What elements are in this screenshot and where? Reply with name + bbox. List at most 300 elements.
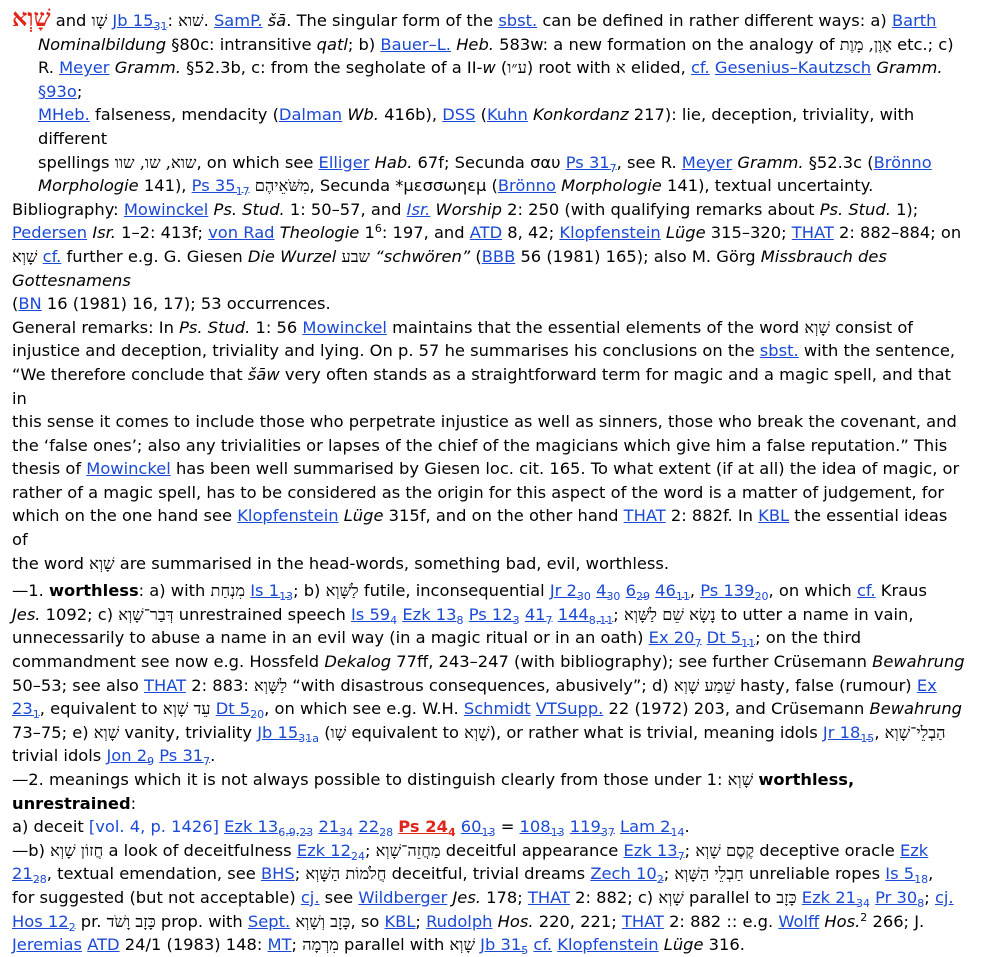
- text: 316.: [703, 935, 745, 955]
- reference-link[interactable]: BBB: [481, 246, 516, 266]
- text: for suggested (but not acceptable): [12, 887, 301, 907]
- hebrew-term: שָׁו: [330, 722, 347, 742]
- text: ,: [874, 722, 885, 742]
- text: 2: 883:: [186, 675, 254, 695]
- text: 77ff, 243–247 (with bibliography); see further Crüsemann: [391, 652, 873, 672]
- text: parallel with: [338, 935, 450, 955]
- reference-link[interactable]: Dt $5_{11}$: [706, 628, 756, 651]
- text: :: [130, 793, 137, 813]
- text: ;: [291, 935, 303, 955]
- hebrew-term: שבע: [341, 246, 371, 266]
- reference-link[interactable]: Dt $5_{20}$: [215, 699, 265, 722]
- text: 2: 882 :: e.g.: [663, 911, 779, 931]
- italic-title: Ps. Stud.: [213, 199, 285, 219]
- reference-link[interactable]: Klopfenstein: [237, 506, 339, 526]
- text: ,: [928, 864, 934, 884]
- reference-link[interactable]: $4_{30}$: [596, 581, 621, 604]
- verse-subscript: 7: [545, 613, 553, 627]
- text: 16 (1981) 16, 17); 53 occurrences.: [41, 294, 331, 314]
- volume-reference: [vol. 4, p. 1426]: [88, 817, 219, 837]
- italic-title: Lüge: [343, 506, 384, 526]
- verse-subscript: 6.9.23: [278, 826, 314, 840]
- reference-link[interactable]: THAT: [527, 887, 570, 907]
- reference-link[interactable]: ATD: [469, 223, 503, 243]
- italic-title: šā: [267, 11, 287, 30]
- reference-link[interactable]: Lam $2_{14}$: [620, 817, 685, 840]
- reference-link[interactable]: $119_{37}$: [569, 817, 615, 840]
- verse-subscript: 7: [609, 161, 617, 175]
- reference-link[interactable]: Wolff: [778, 911, 820, 931]
- reference-link[interactable]: Bauer–L.: [380, 34, 451, 54]
- reference-link[interactable]: Klopfenstein: [557, 935, 659, 955]
- text: 416b),: [378, 105, 443, 125]
- verse-subscript: 8: [917, 896, 925, 910]
- hebrew-term: לַשָּׁוְא: [325, 581, 359, 601]
- text: 56 (1981) 165); also M. Görg: [515, 246, 761, 266]
- text: 141),: [138, 176, 192, 196]
- text: can be defined in rather different ways: a): [537, 11, 892, 30]
- reference-link[interactable]: Ezk $13_7$: [623, 840, 685, 863]
- reference-link[interactable]: Brönno: [497, 176, 556, 196]
- reference-link[interactable]: Ezk $21_{34}$: [801, 887, 870, 910]
- reference-link[interactable]: §93o: [38, 81, 77, 101]
- text: etc.; c) R.: [38, 34, 954, 78]
- text: which on the one hand see: [12, 506, 238, 526]
- verse-subscript: 37: [600, 826, 615, 840]
- sense-gloss: worthless, unrestrained: [12, 770, 855, 813]
- italic-title: šāw: [247, 364, 280, 384]
- reference-link[interactable]: Schmidt: [463, 699, 531, 719]
- text: §52.3b, c: from the segholate of a II-: [180, 58, 483, 78]
- reference-link[interactable]: Ex $20_7$: [648, 628, 702, 651]
- reference-link[interactable]: $108_{13}$: [519, 817, 565, 840]
- text: , on which see: [196, 152, 319, 172]
- text: General remarks: In: [12, 317, 180, 337]
- reference-link[interactable]: $46_{11}$: [655, 581, 690, 604]
- italic-title: Gramm.: [114, 58, 181, 78]
- verse-subscript: 11: [675, 590, 690, 604]
- reference-link[interactable]: MT: [267, 935, 292, 955]
- text: 1: 56: [250, 317, 303, 337]
- reference-link[interactable]: Dalman: [278, 105, 343, 125]
- hebrew-term: שוא, שו, שוו: [114, 152, 197, 172]
- reference-link[interactable]: sbst.: [759, 341, 799, 361]
- hebrew-term: מִנְחַת: [210, 581, 246, 601]
- text: rather of a magic spell, has to be considered as the origin for this aspect of the word is a matter of judgement, for: [12, 482, 945, 502]
- verse-subscript: 30: [576, 590, 591, 604]
- text: Bibliography:: [12, 199, 124, 219]
- text: 50–53; see also: [12, 675, 145, 695]
- verse-subscript: 7: [677, 849, 685, 863]
- text: to utter a name in vain,: [715, 604, 914, 624]
- entry-general-remarks: [12, 316, 967, 576]
- italic-title: Hos.: [497, 911, 534, 931]
- text: very often stands as a straightforward term for magic and a magic spell, and that in: [12, 364, 952, 408]
- reference-link[interactable]: Isr.: [406, 199, 431, 219]
- text: , on which: [768, 581, 857, 601]
- reference-link[interactable]: Jr $18_{15}$: [822, 722, 875, 745]
- reference-link[interactable]: Mowinckel: [302, 317, 387, 337]
- text: 1–2: 413f;: [115, 223, 209, 243]
- hebrew-term: שָׁוְא: [464, 722, 490, 742]
- text: see: [319, 887, 359, 907]
- text: 2: 882f. In: [665, 506, 759, 526]
- text: 2: 882–884; on: [833, 223, 962, 243]
- reference-link[interactable]: Jb $15_{31}$: [112, 11, 168, 33]
- italic-title: Morphologie: [38, 176, 139, 196]
- verse-subscript: 15: [860, 731, 875, 745]
- hebrew-term: חֲלֹמוֹת הַשָּׁוְא: [305, 864, 387, 884]
- verse-subscript: 31: [153, 20, 168, 33]
- reference-link[interactable]: cf.: [856, 581, 876, 601]
- reference-link[interactable]: Is $5_{18}$: [885, 864, 929, 887]
- reference-link[interactable]: Jeremias: [12, 935, 83, 955]
- verse-subscript: 13: [550, 826, 565, 840]
- reference-link[interactable]: Meyer: [681, 152, 733, 172]
- text: §80c: intransitive: [166, 34, 317, 54]
- text: 178;: [480, 887, 528, 907]
- reference-link[interactable]: Jr $2_{30}$: [549, 581, 591, 604]
- verse-subscript: 8: [456, 613, 464, 627]
- text: are summarised in the head-words, something bad, evil, worthless.: [114, 553, 670, 573]
- entry-intro: [12, 3, 967, 33]
- reference-link[interactable]: Ps $139_{20}$: [700, 581, 769, 604]
- italic-title: Bewahrung: [869, 699, 962, 719]
- hebrew-term: ע״ו: [507, 58, 527, 78]
- reference-link[interactable]: Ps $12_3$: [468, 604, 520, 627]
- reference-link[interactable]: cf.: [690, 58, 710, 78]
- text: vanity, triviality: [119, 722, 258, 742]
- text: this sense it comes to include those who perpetrate injustice as well as sinners, those who break the covenant, and: [12, 412, 957, 432]
- reference-link[interactable]: Pr $30_8$: [875, 887, 925, 910]
- verse-subscript: 20: [250, 708, 265, 722]
- text: .: [684, 817, 690, 837]
- verse-subscript: 24: [350, 849, 365, 863]
- text: prop. with: [155, 911, 248, 931]
- verse-subscript: 9: [147, 755, 155, 769]
- reference-link[interactable]: THAT: [621, 911, 664, 931]
- sense-gloss: worthless: [49, 581, 139, 601]
- reference-link[interactable]: $41_7$: [524, 604, 553, 627]
- text: equivalent to: [346, 722, 465, 742]
- verse-subscript: 4: [447, 826, 456, 840]
- hebrew-term: הַבְלֵי־שָׁוְא: [884, 722, 946, 742]
- text: injustice and deception, triviality and lying. On p. 57 he summarises his conclusions on the: [12, 341, 760, 361]
- text: 266; J.: [867, 911, 925, 931]
- hebrew-term: דְּבַר־שָׁוְא: [118, 604, 174, 624]
- text: ; b): [347, 34, 381, 54]
- italic-title: w: [482, 58, 496, 78]
- text: (: [470, 246, 482, 266]
- current-reference-link[interactable]: Ps $24_4$: [398, 817, 456, 840]
- verse-subscript: 29: [635, 590, 650, 604]
- reference-link[interactable]: cf.: [42, 246, 62, 266]
- hebrew-term: שָׁוְא: [12, 246, 38, 266]
- text: ) root with: [526, 58, 616, 78]
- text: maintains that the essential elements of the word: [386, 317, 805, 337]
- reference-link[interactable]: $21_{34}$: [318, 817, 354, 840]
- italic-title: Dekalog: [324, 652, 392, 672]
- reference-link[interactable]: Ezk $13_{6.9.23}$: [224, 817, 314, 840]
- reference-link[interactable]: VTSupp.: [535, 699, 604, 719]
- reference-link[interactable]: Sept.: [247, 911, 291, 931]
- hebrew-term: מִשֹּׁאֵיהֶם: [254, 176, 310, 196]
- hebrew-term: שֵׁמַע שָׁוְא: [673, 675, 735, 695]
- reference-link[interactable]: SamP.: [213, 11, 263, 30]
- sense-2b-deceitful: [12, 839, 967, 957]
- hebrew-term: שָׁוְא: [658, 887, 684, 907]
- italic-title: Nominalbildung: [38, 34, 167, 54]
- verse-subscript: 7: [203, 755, 211, 769]
- reference-link[interactable]: $21_{28}$: [12, 864, 47, 887]
- reference-link[interactable]: cj.: [300, 887, 320, 907]
- reference-link[interactable]: Is $59_4$: [350, 604, 398, 627]
- reference-link[interactable]: Zech $10_2$: [590, 864, 664, 887]
- reference-link[interactable]: Ps $31_7$: [565, 152, 617, 175]
- italic-title: Ps. Stud.: [179, 317, 251, 337]
- text: 2: 250 (with qualifying remarks about: [501, 199, 820, 219]
- italic-title: Theologie: [279, 223, 360, 243]
- text: thesis of: [12, 459, 87, 479]
- reference-link[interactable]: cf.: [533, 935, 553, 955]
- hebrew-term: חַבְלֵי הַשָּׁוְא: [674, 864, 744, 884]
- italic-title: Worship: [435, 199, 502, 219]
- hebrew-term: עֵד שָׁוְא: [162, 699, 211, 719]
- verse-subscript: 13: [279, 590, 294, 604]
- reference-link[interactable]: sbst.: [498, 11, 538, 30]
- reference-link[interactable]: Gesenius–Kautzsch: [714, 58, 872, 78]
- text: §52.3c (: [803, 152, 874, 172]
- entry-etymology: [12, 33, 967, 198]
- text: . The singular form of the: [286, 11, 499, 30]
- reference-link[interactable]: THAT: [144, 675, 187, 695]
- hebrew-term: אָוֶן, מָוֶת: [839, 34, 892, 54]
- reference-link[interactable]: Is $1_{13}$: [250, 581, 294, 604]
- reference-link[interactable]: Wildberger: [358, 887, 448, 907]
- text: commandment see now e.g. Hossfeld: [12, 652, 325, 672]
- text: .: [203, 11, 214, 30]
- text: [464, 605, 469, 624]
- text: : a) with: [138, 581, 211, 601]
- reference-link[interactable]: $23_1$: [12, 699, 40, 722]
- text: 67f; Secunda σαυ: [412, 152, 566, 172]
- reference-link[interactable]: Brönno: [873, 152, 932, 172]
- text: a look of deceitfulness: [103, 840, 297, 860]
- italic-title: Konkordanz: [532, 105, 629, 125]
- hebrew-term: שָׁוְא: [449, 935, 475, 955]
- reference-link[interactable]: $22_{28}$: [358, 817, 394, 840]
- reference-link[interactable]: Ezk $13_8$: [402, 604, 464, 627]
- reference-link[interactable]: DSS: [442, 105, 476, 125]
- text: (: [319, 722, 331, 742]
- edition-superscript: 6: [374, 222, 382, 236]
- reference-link[interactable]: BN: [18, 294, 42, 314]
- sense-2-deceit: [12, 768, 967, 839]
- text: hasty, false (rumour): [734, 675, 917, 695]
- italic-title: Gramm.: [876, 58, 943, 78]
- reference-link[interactable]: $6_{29}$: [625, 581, 650, 604]
- text: [701, 628, 706, 647]
- reference-link[interactable]: Pedersen: [12, 223, 88, 243]
- italic-title: Wb.: [347, 105, 379, 125]
- hebrew-term: שָׁו: [91, 11, 108, 30]
- text: unreliable ropes: [743, 864, 886, 884]
- italic-title: Morphologie: [561, 176, 662, 196]
- text: falseness, mendacity (: [89, 105, 279, 125]
- text: (: [12, 294, 19, 314]
- reference-link[interactable]: $60_{13}$: [460, 817, 496, 840]
- verse-subscript: 1: [32, 708, 40, 722]
- reference-link[interactable]: Hos $12_2$: [12, 911, 76, 934]
- text: ;: [684, 840, 696, 860]
- hebrew-term: שָׁוְא: [89, 553, 115, 573]
- text: the essential ideas of: [12, 506, 948, 550]
- hebrew-term: כָּזָב וָשֹׁד: [106, 911, 156, 931]
- verse-subscript: 7: [694, 637, 702, 651]
- entry-bibliography: [12, 198, 967, 316]
- text: ;: [76, 81, 83, 101]
- reference-link[interactable]: Meyer: [59, 58, 110, 78]
- text: 8, 42;: [502, 223, 560, 243]
- reference-link[interactable]: KBL: [384, 911, 416, 931]
- reference-link[interactable]: Barth: [891, 11, 937, 30]
- verse-subscript: 17: [235, 185, 250, 199]
- text: the word: [12, 553, 90, 573]
- hebrew-term: שָׁוְא: [727, 770, 754, 789]
- italic-title: Missbrauch des Gottesnamens: [12, 246, 887, 290]
- verse-subscript: 11: [741, 637, 756, 651]
- italic-title: “schwören”: [375, 246, 471, 266]
- text: 1092; c): [40, 604, 119, 624]
- reference-link[interactable]: THAT: [791, 223, 834, 243]
- reference-link[interactable]: Klopfenstein: [559, 223, 661, 243]
- text: ), or rather what is trivial, meaning idols: [489, 722, 823, 742]
- text: parallel to: [683, 887, 777, 907]
- text: 24/1 (1983) 148:: [119, 935, 268, 955]
- text: spellings: [38, 152, 115, 172]
- verse-subscript: 30: [606, 590, 621, 604]
- verse-subscript: 28: [32, 873, 47, 887]
- hebrew-term: מַחֲזֵה־שָׁוְא: [375, 840, 441, 860]
- reference-link[interactable]: Jon $2_9$: [106, 746, 155, 769]
- verse-subscript: 34: [855, 896, 870, 910]
- text: , see R.: [616, 152, 682, 172]
- text: ;: [613, 604, 624, 624]
- text: .: [210, 746, 216, 766]
- hebrew-term: קֶסֶם שָׁוְא: [695, 840, 755, 860]
- hebrew-term: מִרְמָה: [302, 935, 339, 955]
- verse-subscript: 20: [754, 590, 769, 604]
- text: , so: [350, 911, 385, 931]
- text: a) deceit: [12, 817, 89, 837]
- text: “We therefore conclude that: [12, 364, 248, 384]
- verse-subscript: 2: [68, 920, 76, 934]
- verse-subscript: 2: [656, 873, 664, 887]
- reference-link[interactable]: Ex: [916, 675, 937, 695]
- reference-link[interactable]: von Rad: [208, 223, 275, 243]
- reference-link[interactable]: Jb $15_{31a}$: [257, 722, 320, 745]
- text: 1);: [890, 199, 919, 219]
- reference-link[interactable]: Mowinckel: [123, 199, 209, 219]
- reference-link[interactable]: BHS: [260, 864, 295, 884]
- reference-link[interactable]: Elliger: [318, 152, 370, 172]
- text: (: [475, 105, 487, 125]
- italic-title: Lüge: [663, 935, 704, 955]
- verse-subscript: 8.11: [588, 613, 614, 627]
- text: —1.: [12, 581, 49, 601]
- italic-title: Isr.: [92, 223, 116, 243]
- text: , on which see e.g. W.H.: [264, 699, 464, 719]
- text: 315f, and on the other hand: [383, 506, 624, 526]
- text: unnecessarily to abuse a name in an evil way (in a magic ritual or in an oath): [12, 628, 649, 648]
- text: (: [495, 58, 508, 78]
- text: ;: [415, 911, 427, 931]
- reference-link[interactable]: Kuhn: [486, 105, 528, 125]
- reference-link[interactable]: Mowinckel: [86, 459, 171, 479]
- reference-link[interactable]: Ezk $12_{24}$: [296, 840, 365, 863]
- text: deceitful, trivial dreams: [386, 864, 591, 884]
- text: 2: 882; c): [569, 887, 659, 907]
- sense-1-worthless: [12, 579, 967, 768]
- reference-link[interactable]: cj.: [934, 887, 954, 907]
- reference-link[interactable]: ATD: [87, 935, 120, 955]
- hebrew-term: כָּזָב וְשָׁוְא: [295, 911, 351, 931]
- text: elided,: [625, 58, 691, 78]
- text: [211, 699, 216, 718]
- text: Kraus: [875, 581, 927, 601]
- text: :: [167, 11, 179, 30]
- text: ; b): [293, 581, 326, 601]
- text: 73–75; e): [12, 722, 94, 742]
- verse-subscript: 34: [339, 826, 354, 840]
- text: consist of: [829, 317, 914, 337]
- reference-link[interactable]: Rudolph: [426, 911, 493, 931]
- reference-link[interactable]: MHeb.: [38, 105, 90, 125]
- reference-link[interactable]: Ezk: [899, 840, 929, 860]
- text: deceptive oracle: [754, 840, 900, 860]
- text: ;: [294, 864, 306, 884]
- text: : 197, and: [381, 223, 470, 243]
- hebrew-term: שׁוא: [178, 11, 204, 30]
- verse-subscript: 31a: [298, 731, 320, 745]
- verse-subscript: 14: [670, 826, 685, 840]
- text: 1: 50–57, and: [284, 199, 407, 219]
- text: “with disastrous consequences, abusively”; d): [287, 675, 674, 695]
- text: ;: [364, 840, 376, 860]
- text: trivial idols: [12, 746, 107, 766]
- text: 220, 221;: [533, 911, 622, 931]
- italic-title: Ps. Stud.: [819, 199, 891, 219]
- reference-link[interactable]: $144_{8.11}$: [557, 604, 614, 627]
- reference-link[interactable]: Ps $31_7$: [159, 746, 211, 769]
- text: [565, 817, 570, 836]
- text: =: [495, 817, 520, 837]
- verse-subscript: 5: [521, 944, 529, 957]
- text: with the sentence,: [798, 341, 956, 361]
- reference-link[interactable]: Jb $31_5$: [480, 935, 529, 957]
- hebrew-term: חֲזוֹן שָׁוְא: [50, 840, 104, 860]
- text: ;: [663, 864, 675, 884]
- text: the ‘false ones’; also any trivialities or lapses of the chief of the magicians which give him a false reputation.” This: [12, 435, 948, 455]
- hebrew-term: א: [615, 58, 626, 78]
- reference-link[interactable]: Ps $35_{17}$: [191, 176, 250, 199]
- italic-title: Lüge: [665, 223, 706, 243]
- reference-link[interactable]: KBL: [758, 506, 790, 526]
- text: —2. meanings which it is not always possible to distinguish clearly from those under 1:: [12, 770, 728, 789]
- hebrew-term: לַשָּׁוְא: [254, 675, 288, 695]
- reference-link[interactable]: THAT: [623, 506, 666, 526]
- text: deceitful appearance: [440, 840, 624, 860]
